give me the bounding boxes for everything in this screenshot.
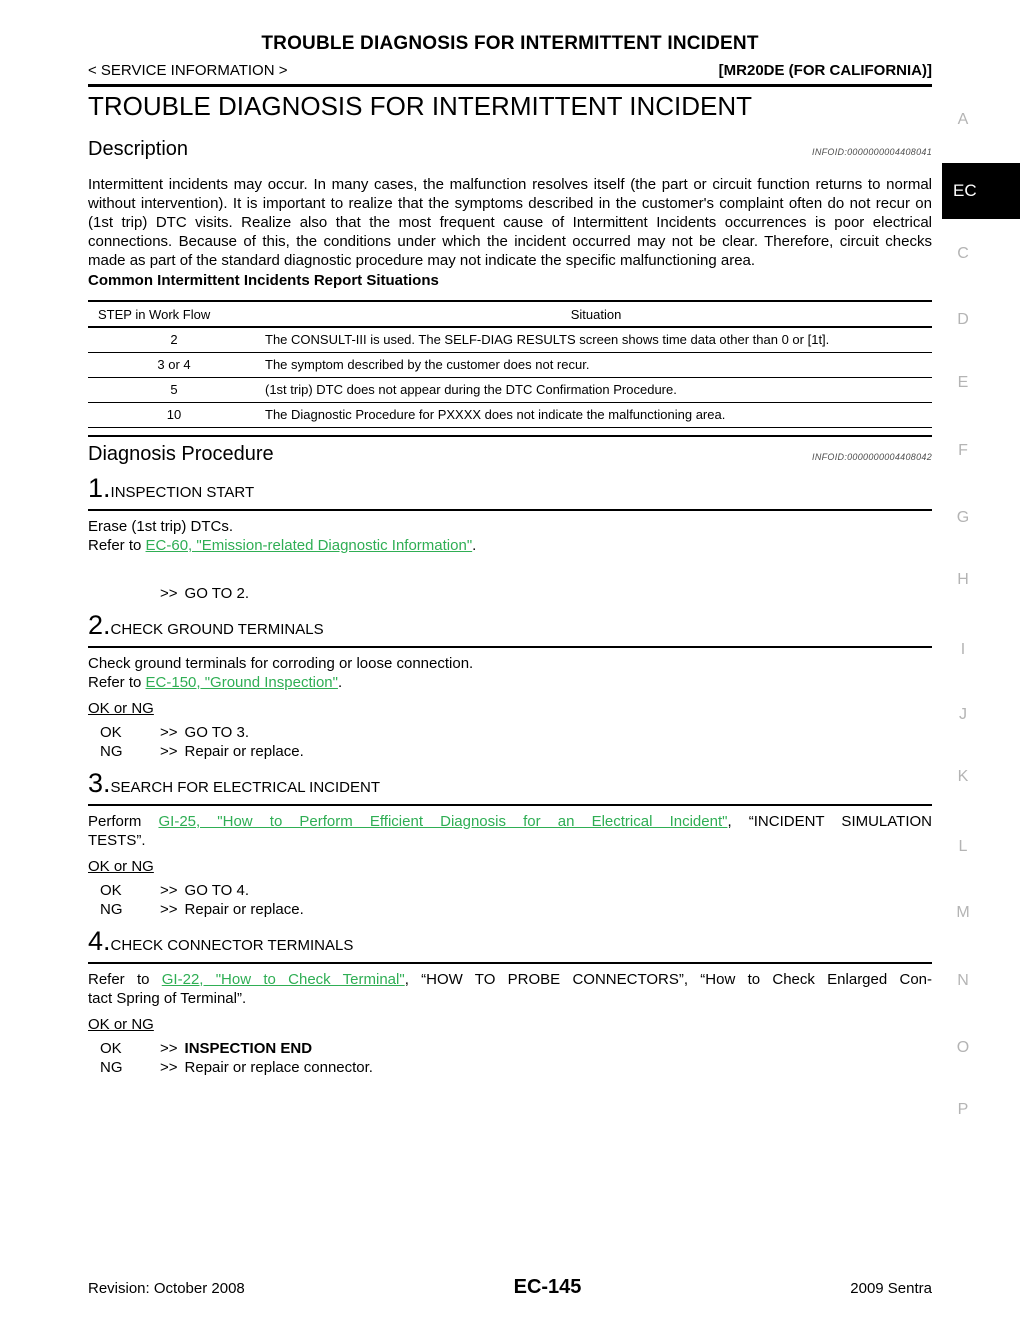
situations-table (88, 300, 932, 428)
ng-row (88, 900, 932, 919)
table-row (88, 352, 932, 377)
margin-letter-e: E (957, 374, 969, 391)
step-4-title: CHECK CONNECTOR TERMINALS (110, 936, 354, 954)
step-4-number: 4. (88, 925, 111, 956)
step-2-header (88, 610, 932, 645)
margin-tab-ec: EC (942, 163, 1020, 219)
link-gi-25[interactable]: GI-25, "How to Perform Efficient Diagnosis for an Electrical Incident" (158, 812, 728, 830)
step-2-instruction: Check ground terminals for corroding or loose connection. (88, 654, 474, 672)
table-header-situation: Situation (260, 301, 932, 327)
margin-letter-p: P (957, 1101, 969, 1118)
step-4-instruction-line-1 (88, 970, 932, 989)
step-2-rule (88, 646, 932, 648)
link-ec-150[interactable]: EC-150, "Ground Inspection" (145, 673, 338, 691)
situation-cell: The CONSULT-III is used. The SELF-DIAG RESULTS screen shows time data other than 0 or [1t]. (260, 327, 932, 352)
link-ec-60[interactable]: EC-60, "Emission-related Diagnostic Information" (145, 536, 473, 554)
step-4-header (88, 926, 932, 961)
result-arrow: >> (160, 900, 178, 918)
step-1-rule (88, 509, 932, 511)
step-4-instruction-line-2: tact Spring of Terminal”. (88, 989, 247, 1007)
ok-result: INSPECTION END (184, 1039, 313, 1057)
ng-result: Repair or replace connector. (184, 1058, 373, 1076)
description-paragraph: Intermittent incidents may occur. In many cases, the malfunction resolves itself (the part or circuit function returns to normal without intervention). It is important to realize that the symptoms described in the customer's complaint often do not recur on (1st trip) DTC visits. Realize also that the most frequent cause of Intermittent Incidents occurrences is poor electrical connections. Because of this, the conditions under which the incident occurred may not be clear. Therefore, circuit checks made as part of the standard diagnostic procedure may not indicate the specific malfunctioning area. (88, 176, 932, 269)
description-section-header (88, 138, 932, 161)
refer-prefix: Refer to (88, 536, 146, 554)
step-4-results (88, 1039, 932, 1077)
margin-letter-o: O (956, 1039, 970, 1056)
margin-letter-n: N (957, 972, 969, 989)
step-3-header (88, 768, 932, 803)
service-information-label: < SERVICE INFORMATION > (88, 62, 288, 79)
margin-letter-m: M (956, 904, 970, 921)
ok-row (88, 1039, 932, 1058)
table-header-step: STEP in Work Flow (88, 301, 260, 327)
ok-result: GO TO 4. (184, 881, 249, 899)
margin-letter-a: A (957, 111, 969, 128)
table-header-row (88, 301, 932, 327)
step-cell: 2 (88, 327, 260, 352)
margin-letter-h: H (957, 571, 969, 588)
ok-row (88, 723, 932, 742)
report-situations-subheading: Common Intermittent Incidents Report Situations (88, 272, 439, 289)
result-arrow: >> (160, 723, 178, 741)
procedure-infoid: INFOID:0000000004408042 (812, 451, 932, 462)
footer-page-number: EC-145 (513, 1276, 582, 1298)
footer-model: 2009 Sentra (850, 1280, 932, 1297)
step-1-title: INSPECTION START (110, 483, 255, 501)
refer-suffix: . (472, 536, 477, 554)
ng-result: Repair or replace. (184, 900, 304, 918)
step-cell: 10 (88, 402, 260, 427)
ng-label: NG (100, 900, 123, 918)
situation-cell: The symptom described by the customer does not recur. (260, 352, 932, 377)
page-title: TROUBLE DIAGNOSIS FOR INTERMITTENT INCIDENT (88, 91, 753, 121)
table-row (88, 327, 932, 352)
step-4-rule (88, 962, 932, 964)
table-row (88, 402, 932, 427)
step-cell: 3 or 4 (88, 352, 260, 377)
instruction-suffix: , “HOW TO PROBE CONNECTORS”, “How to Check Enlarged Con- (404, 970, 933, 988)
step-1-header (88, 473, 932, 508)
margin-letter-k: K (957, 768, 969, 785)
result-arrow: >> (160, 1058, 178, 1076)
ng-label: NG (100, 1058, 123, 1076)
ok-or-ng-label: OK or NG (88, 699, 154, 717)
page-footer (88, 1276, 932, 1299)
situation-cell: (1st trip) DTC does not appear during the DTC Confirmation Procedure. (260, 377, 932, 402)
situation-cell: The Diagnostic Procedure for PXXXX does not indicate the malfunctioning area. (260, 402, 932, 427)
ng-row (88, 1058, 932, 1077)
diagnosis-procedure-heading: Diagnosis Procedure (88, 442, 274, 465)
running-header-row (88, 62, 932, 79)
procedure-section-header (88, 443, 932, 466)
refer-prefix: Refer to (88, 673, 146, 691)
running-header-title: TROUBLE DIAGNOSIS FOR INTERMITTENT INCIDENT (261, 33, 759, 54)
ok-label: OK (100, 723, 122, 741)
step-2-title: CHECK GROUND TERMINALS (110, 620, 324, 638)
step-cell: 5 (88, 377, 260, 402)
ng-label: NG (100, 742, 123, 760)
ok-label: OK (100, 1039, 122, 1057)
result-arrow: >> (160, 881, 178, 899)
page-content (88, 0, 932, 1077)
margin-letter-c: C (957, 245, 969, 262)
step-1-result (160, 584, 932, 603)
footer-revision: Revision: October 2008 (88, 1280, 245, 1297)
result-arrow: >> (160, 584, 178, 602)
refer-prefix: Refer to (88, 970, 162, 988)
step-2-number: 2. (88, 609, 111, 640)
ok-or-ng-label: OK or NG (88, 857, 154, 875)
margin-letter-d: D (957, 311, 969, 328)
engine-variant-label: [MR20DE (FOR CALIFORNIA)] (718, 62, 932, 79)
instruction-suffix: , “INCIDENT SIMULATION (727, 812, 932, 830)
ok-or-ng-label: OK or NG (88, 1015, 154, 1033)
step-3-rule (88, 804, 932, 806)
margin-letter-l: L (958, 838, 968, 855)
link-gi-22[interactable]: GI-22, "How to Check Terminal" (161, 970, 405, 988)
result-text: GO TO 2. (184, 584, 249, 602)
margin-letter-g: G (956, 509, 970, 526)
header-rule (88, 84, 932, 87)
procedure-rule (88, 435, 932, 437)
step-3-number: 3. (88, 767, 111, 798)
step-3-instruction-line-1 (88, 812, 932, 831)
ok-label: OK (100, 881, 122, 899)
perform-prefix: Perform (88, 812, 159, 830)
margin-letter-f: F (958, 442, 968, 459)
step-3-results (88, 881, 932, 919)
margin-letter-j: J (959, 706, 967, 723)
result-arrow: >> (160, 1039, 178, 1057)
ng-row (88, 742, 932, 761)
ok-row (88, 881, 932, 900)
step-1-instruction: Erase (1st trip) DTCs. (88, 517, 234, 535)
description-heading: Description (88, 138, 189, 160)
step-1-number: 1. (88, 472, 111, 503)
ok-result: GO TO 3. (184, 723, 249, 741)
step-3-instruction-line-2: TESTS”. (88, 831, 146, 849)
margin-letter-i: I (960, 641, 966, 658)
step-2-refer-line (88, 673, 932, 692)
table-row (88, 377, 932, 402)
ng-result: Repair or replace. (184, 742, 304, 760)
step-3-title: SEARCH FOR ELECTRICAL INCIDENT (110, 778, 381, 796)
description-infoid: INFOID:0000000004408041 (812, 147, 932, 157)
result-arrow: >> (160, 742, 178, 760)
refer-suffix: . (337, 673, 343, 691)
step-1-refer-line (88, 536, 932, 555)
step-2-results (88, 723, 932, 761)
